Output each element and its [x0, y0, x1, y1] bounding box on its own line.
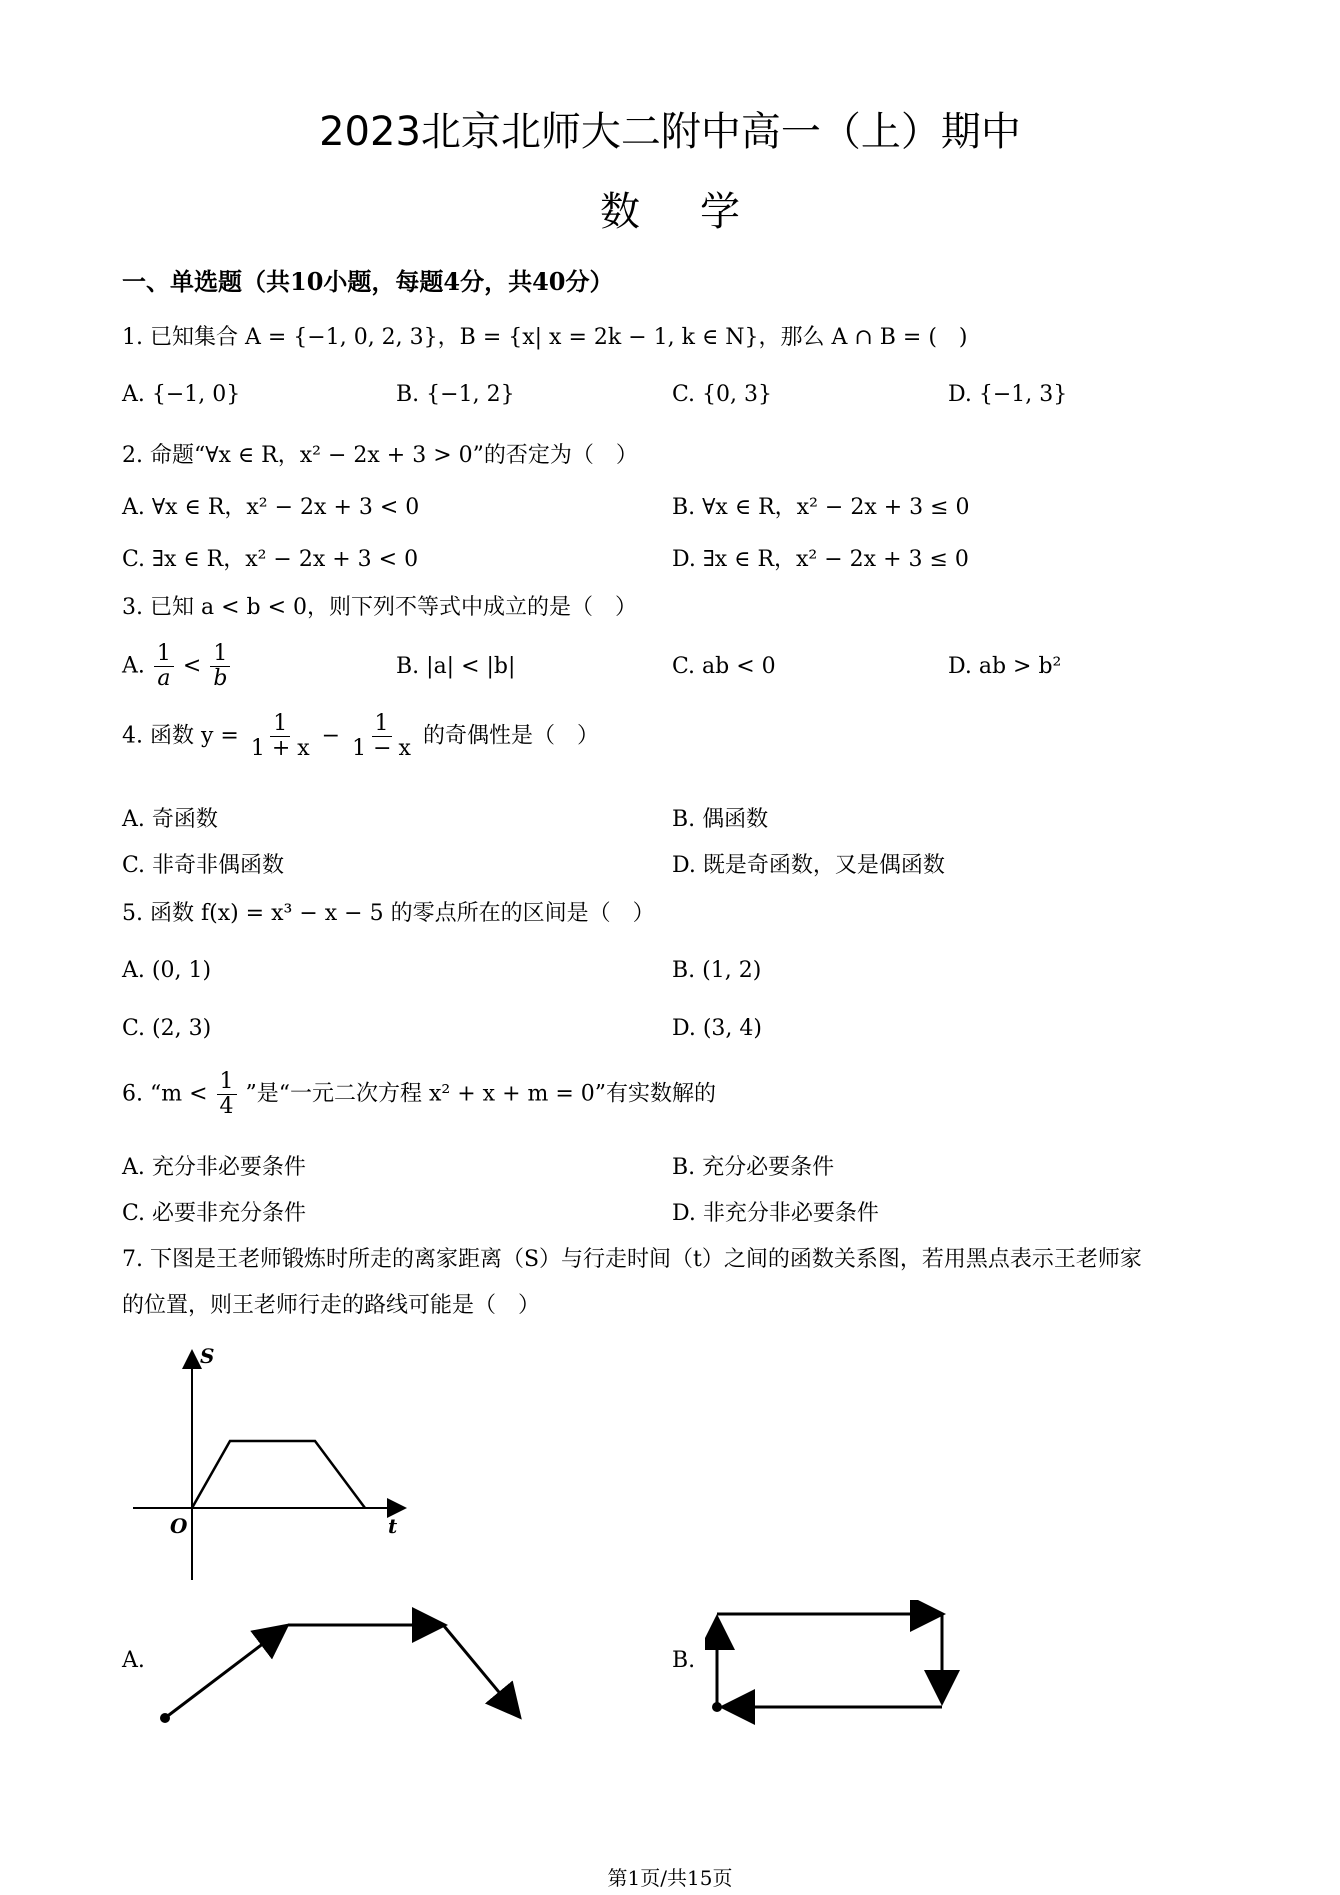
question-3-option-c: C. ab < 0: [672, 654, 776, 679]
t-axis-label: t: [388, 1514, 398, 1538]
question-4-option-d: D. 既是奇函数，又是偶函数: [672, 853, 945, 878]
question-1-stem: 1. 已知集合 A = {−1, 0, 2, 3}，B = {x| x = 2k − 1, k ∈ N}，那么 A ∩ B = ( ): [122, 325, 968, 350]
question-4-option-a: A. 奇函数: [122, 807, 218, 832]
question-1-option-c: C. {0, 3}: [672, 382, 773, 407]
page-title: 2023北京北师大二附中高一（上）期中: [319, 109, 1021, 155]
question-1-option-a: A. {−1, 0}: [122, 382, 241, 407]
distance-time-graph: [125, 1345, 415, 1585]
question-6-option-d: D. 非充分非必要条件: [672, 1201, 879, 1226]
question-1-option-d: D. {−1, 3}: [948, 382, 1068, 407]
route-option-b: [705, 1600, 965, 1730]
fraction-one-over-one-minus-x: $\frac{1}{1 - x}$: [352, 711, 411, 762]
question-5-option-b: B. (1, 2): [672, 958, 762, 983]
question-2-option-a: A. ∀x ∈ R，x² − 2x + 3 < 0: [122, 495, 420, 520]
question-3-option-a-label: A.: [122, 653, 145, 679]
question-5-option-d: D. (3, 4): [672, 1016, 762, 1041]
question-6-option-a: A. 充分非必要条件: [122, 1155, 306, 1180]
fraction-one-over-four: $\frac{1}{4}$: [217, 1070, 237, 1119]
route-option-a: [150, 1600, 530, 1730]
question-7-stem-line-1: 7. 下图是王老师锻炼时所走的离家距离（S）与行走时间（t）之间的函数关系图，若用黑点表示王老师家: [122, 1247, 1142, 1272]
question-3-option-a: A. $\frac{1}{a}$ < $\frac{1}{b}$: [122, 642, 232, 691]
question-2-option-d: D. ∃x ∈ R，x² − 2x + 3 ≤ 0: [672, 547, 969, 572]
question-5-option-a: A. (0, 1): [122, 958, 212, 983]
question-6-option-c: C. 必要非充分条件: [122, 1201, 307, 1226]
question-1-option-b: B. {−1, 2}: [396, 382, 515, 407]
fraction-one-over-b: $\frac{1}{b}$: [210, 642, 230, 691]
fraction-one-over-a: $\frac{1}{a}$: [154, 642, 174, 691]
question-4-stem: 4. 函数 y = $\frac{1}{1 + x}$ − $\frac{1}{1 - x}$ 的奇偶性是（ ）: [122, 711, 599, 762]
question-3-option-b: B. |a| < |b|: [396, 654, 516, 679]
page-footer: 第1页/共15页: [607, 1866, 733, 1890]
question-6-stem: 6. “m < $\frac{1}{4}$ ”是“一元二次方程 x² + x + m = 0”有实数解的: [122, 1069, 717, 1120]
question-7-stem-line-2: 的位置，则王老师行走的路线可能是（ ）: [122, 1293, 541, 1318]
question-5-option-c: C. (2, 3): [122, 1016, 212, 1041]
question-3-option-d: D. ab > b²: [948, 654, 1062, 679]
question-7-option-b: B.: [672, 1648, 696, 1673]
question-7-option-a: A.: [122, 1648, 145, 1673]
section-heading: 一、单选题（共10小题，每题4分，共40分）: [122, 267, 614, 296]
fraction-one-over-one-plus-x: $\frac{1}{1 + x}$: [250, 711, 310, 762]
question-4-option-b: B. 偶函数: [672, 807, 769, 832]
subject-title: 数学: [600, 189, 800, 235]
question-2-stem: 2. 命题“∀x ∈ R，x² − 2x + 3 > 0”的否定为（ ）: [122, 443, 638, 468]
question-4-option-c: C. 非奇非偶函数: [122, 853, 285, 878]
trapezoid-curve: [192, 1441, 365, 1508]
s-axis-label: S: [200, 1345, 215, 1368]
question-2-option-c: C. ∃x ∈ R，x² − 2x + 3 < 0: [122, 547, 419, 572]
question-2-option-b: B. ∀x ∈ R，x² − 2x + 3 ≤ 0: [672, 495, 970, 520]
origin-label: O: [170, 1514, 188, 1538]
question-3-stem: 3. 已知 a < b < 0，则下列不等式中成立的是（ ）: [122, 595, 638, 620]
question-5-stem: 5. 函数 f(x) = x³ − x − 5 的零点所在的区间是（ ）: [122, 901, 655, 926]
question-6-option-b: B. 充分必要条件: [672, 1155, 835, 1180]
